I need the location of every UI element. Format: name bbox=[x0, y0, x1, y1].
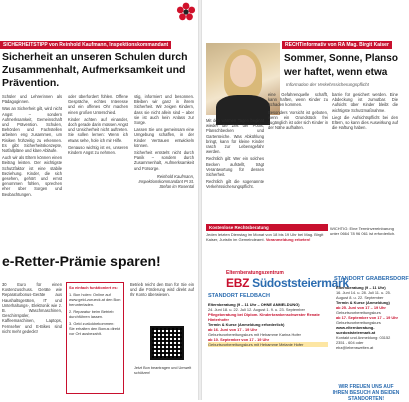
article-column-3 bbox=[332, 92, 398, 222]
how-it-works-title: So einfach funktioniert es: bbox=[69, 285, 118, 290]
how-it-works-box bbox=[66, 282, 124, 394]
schedule-item: Geburtsvorbereitungskurs mit Hebamme Karina Hofer bbox=[208, 332, 301, 337]
headline-line: Sommer, Sonne, Planso bbox=[284, 53, 398, 64]
paragraph: Rechtlich gilt: Wer ein solches Becken aufstellt, trägt Verantwortung für dessen Sicherheit. bbox=[206, 156, 264, 178]
paragraph: barrie für gesichert werden. Eine Abdeckung ist zumutbar. Die Aufsicht über Kinder bleibt die wichtigste Schutzmaßnahme. bbox=[332, 92, 398, 113]
schedule-list bbox=[336, 285, 400, 350]
paragraph: stig, informiert und besonnen. Bleiben wir ganz in ihrem Sicherheit. Wir zeigen Kindern, dass sie nicht allein sind – aber sie ist auch kein Anlass zur Sorge. bbox=[134, 94, 194, 126]
schedule-item: 24. Juni 18. u. 22. Juli 12. August 1. 9. u. 23. September bbox=[208, 307, 305, 312]
schedule-item: www.elternberatung-suedoststeiermark.at bbox=[336, 325, 376, 335]
info-bar: Kostenlose Rechtsberatung bbox=[206, 224, 328, 231]
paragraph: Besonders Vorsicht ist geboten, wenn ein Grundstück frei zugänglich ist oder sich Kinder in der Nähe aufhalten. bbox=[268, 109, 328, 131]
qr-caption: Jetzt Bon beantragen und Umwelt schützen! bbox=[134, 366, 192, 375]
schedule-item: Geburtsvorbereitungskurs mit Hebamme Melanie Hofer bbox=[208, 342, 328, 347]
article-column-1 bbox=[2, 94, 62, 248]
section-kicker: SICHERHEITSTIPP von Reinhold Kaufmann, Inspektionskommandant bbox=[0, 41, 171, 49]
paragraph: Liegt die Aufsichtspflicht bei den Eltern, so kann dies Auswirkung auf die Haftung haben. bbox=[332, 114, 398, 131]
schedule-item: Geburtsvorbereitungskurs bbox=[336, 310, 381, 315]
paragraph: Lassen Sie uns gemeinsam eine Umgebung schaffen, in der Kinder Vertrauen entwickeln können. bbox=[134, 127, 194, 148]
step-item: 2. Reparatur beim Betrieb durchführen lassen. bbox=[69, 309, 114, 319]
ebz-logo-top: Elternberatungszentrum bbox=[226, 270, 284, 276]
schedule-item: Elternberatung (9 – 11 Uhr – OHNE ANMELDUNG) bbox=[208, 302, 300, 307]
promo-column-3: Betrieb reicht den Bon für Sie ein und die Förderung wird direkt auf Ihr Konto überwiesen. bbox=[130, 282, 194, 298]
promo-column-1: 30 Euro für einen Kostenzuschuss. Geräte wie Reparaturbonus-Geräte aus Haushaltsgeräten, IT und Unterhaltungs-, Elektronik wie z. B. Waschmaschinen, Geschirrspüler, Kaffeemaschinen, Laptops, Fernseher und E-Bikes sind nicht mehr gedeckt! bbox=[2, 282, 62, 334]
promo-banner bbox=[0, 250, 198, 270]
paragraph: Auch wir als Eltern können einen Beitrag leisten. Der wichtigste Schutzfaktor ist eine stabile Beziehung. Kinder, die sich gesehen, gehört und ernst genommen fühlen, sprechen eher über Sorgen und Beobachtungen. bbox=[2, 155, 62, 197]
schedule-item: ab 16. Juni von 17 - 19 Uhr bbox=[208, 327, 258, 332]
ebz-logo-main bbox=[226, 276, 349, 290]
qr-code-icon[interactable] bbox=[150, 326, 184, 360]
location-heading: STANDORT FELDBACH bbox=[208, 293, 270, 299]
ebz-abbr: EBZ bbox=[226, 276, 250, 290]
schedule-item: Kontakt und Anmeldung: 03152 2351 - 604 oder ebz@lebenswelten.at bbox=[336, 335, 391, 350]
author-signature: Reinhold Kaufmann, Inspektionskommandant PI St. Stefan im Rosental bbox=[138, 173, 194, 190]
schedule-item: Elternberatung (9 – 11 Uhr) bbox=[336, 285, 386, 290]
paragraph: Rechtlich gilt die sogenannte Verkehrssicherungspflicht. bbox=[206, 179, 264, 190]
headline-line: wer haftet, wenn etwa bbox=[284, 67, 388, 78]
schedule-item: ab 17. September von 17 – 19 Uhr bbox=[336, 315, 399, 320]
section-kicker: RECHTinformativ von RA Mag. Birgit Kaiser bbox=[282, 41, 392, 49]
article-column-2 bbox=[268, 92, 328, 222]
article-column-3 bbox=[134, 94, 194, 248]
closing-note: WIR FREUEN UNS AUF IHREN BESUCH AN BEIDEN STANDORTEN! bbox=[332, 384, 400, 402]
paragraph: eine Gefahrenquelle schafft, kann haften, wenn Kinder zu Schaden kommen. bbox=[268, 92, 328, 108]
paragraph: Kinder achten auf einander, doch gerade darin müssen Angst und Unsicherheit nicht auftreten. Sie sollen lernen: Wenn ich etwas sehe, hole ich mir Hilfe. bbox=[68, 116, 128, 143]
paragraph: oder überfordert fühlen. Offene Gespräche, echtes Interesse und ein offenes Ohr machen einen großen Unterschied. bbox=[68, 94, 128, 115]
article-subline: Information der Verkehrssicherungspflicht bbox=[286, 82, 369, 87]
paragraph: Sicherheit entsteht nicht durch Panik – sondern durch Zusammenhalt, Aufmerksamkeit und Fürsorge. bbox=[134, 150, 194, 171]
schedule-item: ab 25. Juni von 17 – 19 Uhr bbox=[336, 305, 386, 310]
paragraph: Mit den warmen Tagen beginnt wieder die Zeit der Pools, Planschbecken und Gartenteiche. Was Abkühlung bringt, kann für kleine Kinder rasch zur Lebensgefahr werden. bbox=[206, 118, 264, 155]
article-headline bbox=[284, 52, 400, 80]
schedule-item: Termin & Kurse (Anmeldung) bbox=[336, 300, 390, 305]
ebz-region: Südoststeiermark bbox=[252, 276, 349, 290]
promo-headline: e-Retter-Prämie sparen! bbox=[2, 253, 161, 269]
schedule-item: 16. Juni 14. u. 28. Juli 11. u. 25. August 8. u. 22. September bbox=[336, 290, 391, 300]
schedule-item: Termin & Kurse (Anmeldung erforderlich) bbox=[208, 322, 285, 327]
location-heading: STANDORT GRABERSDORF bbox=[334, 276, 409, 282]
info-highlight: Voranmeldung erbeten! bbox=[265, 237, 311, 242]
info-body: Jeden letzten Dienstag im Monat von 18 bis 19 Uhr bei Mag. Birgit Kaiser, Juristin im Gemeindeamt. bbox=[206, 232, 324, 242]
step-item: 3. Geld zurückbekommen: Sie erhalten den Bonus direkt vor Ort ausbezahlt. bbox=[69, 321, 121, 336]
left-page bbox=[0, 0, 198, 400]
paragraph: Was an Sicherheit gilt, wird nicht Angst – sondern Aufmerksamkeit, Gemeinschaft und Prävention. Schulen, Behörden und Fachstellen arbeiten eng zusammen, um Risiken frühzeitig zu erkennen. Es gibt Sicherheitskonzepte, Notfallpläne und klare Abläufe. bbox=[2, 106, 62, 154]
right-page bbox=[202, 0, 409, 402]
info-text bbox=[206, 232, 328, 242]
important-note: WICHTIG: Eine Terminvereinbarung unter 0664 78 96 061 ist erforderlich. bbox=[330, 226, 396, 236]
schedule-item: Geburtsvorbereitungskurs bbox=[336, 320, 381, 325]
article-column-1 bbox=[206, 118, 264, 222]
paragraph: Schüler und Lehrerinnen als Pädagoginnen. bbox=[2, 94, 62, 105]
schedule-item: ab 10. September von 17 - 19 Uhr bbox=[208, 337, 270, 342]
article-headline: Sicherheit an unseren Schulen durch Zusammenhalt, Aufmerksamkeit und Prävention. bbox=[2, 51, 188, 89]
schedule-list bbox=[208, 302, 328, 347]
schedule-item: Pflegeberatung bei Diplom. Kinderkrankenschwester Renate Hinterhofer bbox=[208, 312, 320, 322]
paragraph: Genauso wichtig ist es, unseren Kindern Angst zu nehmen. bbox=[68, 144, 128, 156]
article-column-2 bbox=[68, 94, 128, 248]
flower-logo-icon bbox=[176, 2, 196, 22]
step-item: 1. Bon holen: Online auf www.geld-zurueck.at den Bon herunterladen. bbox=[69, 292, 121, 307]
ebz-logo bbox=[226, 270, 349, 290]
